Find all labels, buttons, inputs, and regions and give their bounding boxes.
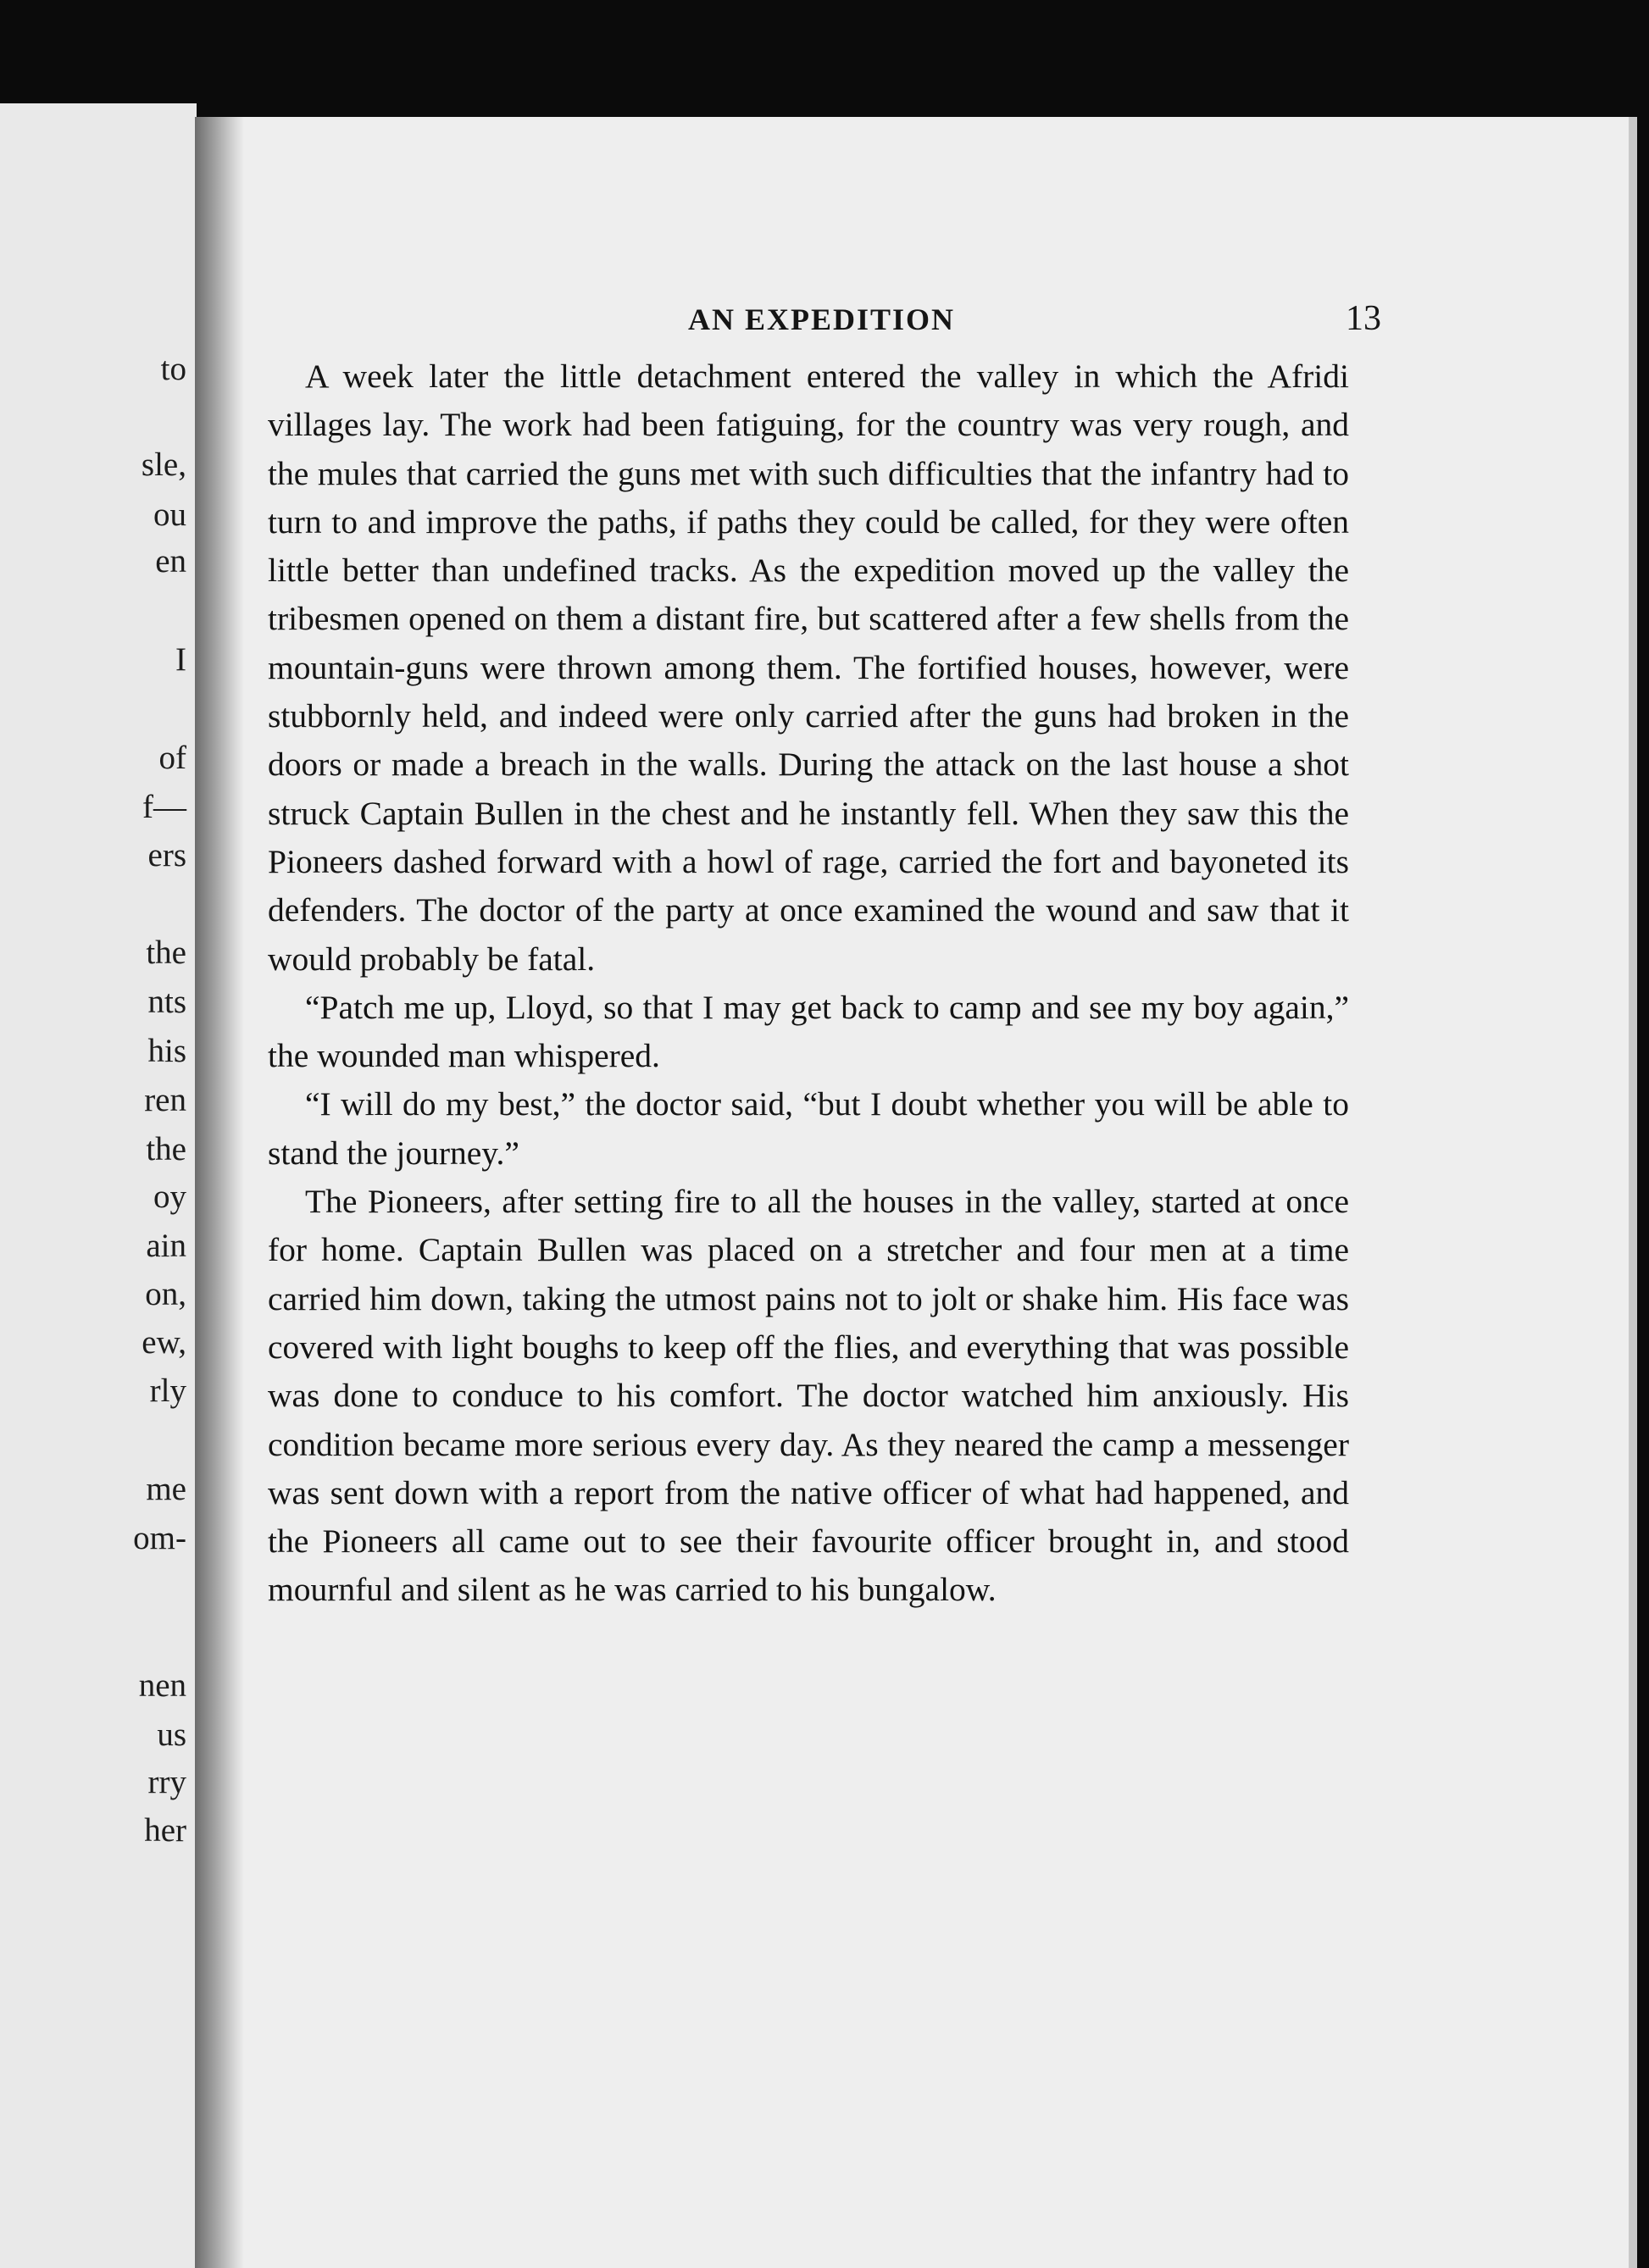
left-page-line: her <box>144 1812 186 1849</box>
left-page-line: nts <box>147 984 186 1020</box>
left-page-line: of <box>158 740 186 776</box>
paragraph: “Patch me up, Lloyd, so that I may get back to camp and see my boy again,” the wounded man whispered. <box>268 988 1349 1075</box>
paragraph: “I will do my best,” the doctor said, “but I doubt whether you will be able to stand the journey.” <box>268 1085 1349 1172</box>
left-page-line: his <box>147 1033 186 1069</box>
left-page-line: on, <box>145 1276 186 1312</box>
left-page-line: sle, <box>141 446 186 483</box>
left-page-fragment <box>0 103 197 2268</box>
left-page-line: rry <box>147 1764 186 1800</box>
left-page-line: ers <box>147 837 186 873</box>
page-content <box>195 117 1637 2268</box>
page-number: 13 <box>1346 299 1381 338</box>
left-page-line: I <box>175 641 186 678</box>
left-page-line: us <box>157 1716 186 1753</box>
left-page-line: rly <box>149 1372 186 1409</box>
left-page-line: ain <box>146 1228 186 1264</box>
book-page <box>195 117 1637 2268</box>
left-page-line: en <box>155 543 186 579</box>
left-page-line: to <box>160 351 186 387</box>
running-head: AN EXPEDITION <box>688 302 956 336</box>
body-text <box>268 352 1349 1615</box>
left-page-line: ou <box>153 496 186 533</box>
paragraph: The Pioneers, after setting fire to all the houses in the valley, started at once for home. Captain Bullen was placed on a stretcher and four men at a time carried him down, taking the utmost pains not to jolt or shake him. His face was covered with light boughs to keep off the flies, and everything that was possible was done to conduce to his comfort. The doctor watched him anxiously. His condition became more serious every day. As they neared the camp a messenger was sent down with a report from the native officer of what had happened, and the Pioneers all came out to see their favourite officer brought in, and stood mournful and silent as he was carried to his bungalow. <box>268 1183 1349 1609</box>
left-page-line: nen <box>138 1667 186 1704</box>
left-page-line: f— <box>142 789 186 825</box>
left-page-line: the <box>146 934 186 971</box>
left-page-line: me <box>146 1471 186 1507</box>
left-page-line: ren <box>144 1082 186 1118</box>
left-page-line: the <box>146 1131 186 1167</box>
paragraph: A week later the little detachment entered the valley in which the Afridi villages lay. The work had been fatiguing, for the country was very rough, and the mules that carried the guns met with such difficulties that the infantry had to turn to and improve the paths, if paths they could be called, for they were often little better than undefined tracks. As the expedition moved up the valley the tribesmen opened on them a distant fire, but scattered after a few shells from the mountain-guns were thrown among them. The fortified houses, however, were stubbornly held, and indeed were only carried after the guns had broken in the doors or made a breach in the walls. During the attack on the last house a shot struck Captain Bullen in the chest and he instantly fell. When they saw this the Pioneers dashed forward with a howl of rage, carried the fort and bayoneted its defenders. The doctor of the party at once examined the wound and saw that it would probably be fatal. <box>268 358 1349 978</box>
left-page-line: ew, <box>142 1324 186 1361</box>
left-page-line: oy <box>153 1178 186 1215</box>
left-page-line: om- <box>133 1520 186 1556</box>
